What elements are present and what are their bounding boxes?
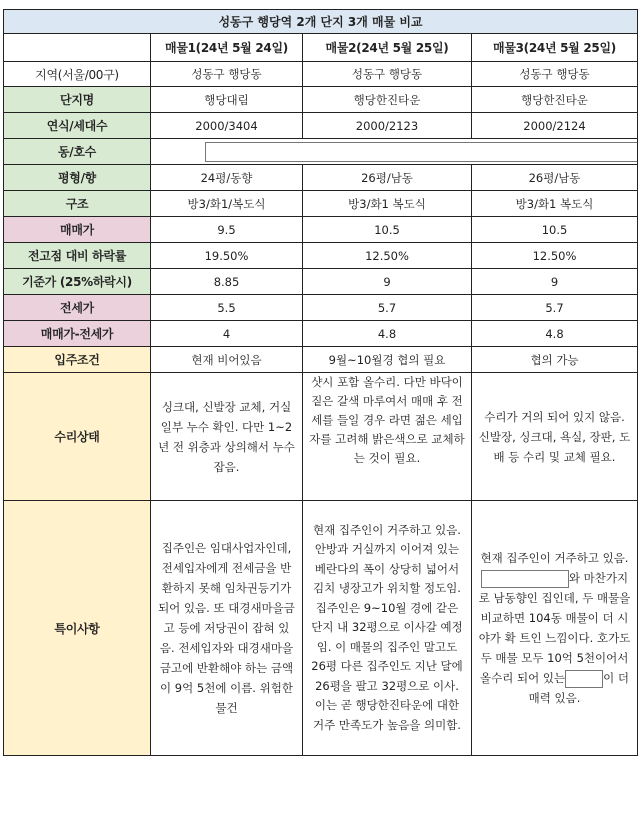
- cell-price-1: 9.5: [151, 217, 303, 243]
- row-label-structure: 구조: [4, 191, 151, 217]
- row-label-complex: 단지명: [4, 87, 151, 113]
- row-label-region: 지역(서울/00구): [4, 62, 151, 87]
- cell-move-in-3: 협의 가능: [472, 347, 638, 373]
- column-header-2: 매물2(24년 5월 25일): [303, 34, 472, 62]
- cell-complex-2: 행당한진타운: [303, 87, 472, 113]
- row-label-unit-no: 동/호수: [4, 139, 151, 165]
- cell-notes-3: [472, 501, 638, 756]
- cell-region-3: 성동구 행당동: [472, 62, 638, 87]
- cell-size-dir-1: 24평/동향: [151, 165, 303, 191]
- cell-notes-1: 집주인은 임대사업자인데, 전세입자에게 전세금을 반환하지 못해 임차권등기가 되어 있음. 또 대경새마을금고 등에 저당권이 잡혀 있음. 전세입자와 대경새마을금고에 반환해야 하는 금액이 9억 5천에 이름. 위험한 물건: [151, 501, 303, 756]
- cell-structure-3: 방3/화1 복도식: [472, 191, 638, 217]
- redaction-box: [481, 570, 569, 588]
- comparison-table: [3, 9, 638, 756]
- cell-notes-2: 현재 집주인이 거주하고 있음. 안방과 거실까지 이어져 있는 베란다의 폭이 상당히 넓어서 김치 냉장고가 위치할 정도임. 집주인은 9~10월 경에 같은 단지 내 32평으로 이사갈 예정임. 이 매물의 집주인 말고도 26평 다른 집주인도 지난 달에 26평을 팔고 32평으로 이사. 이는 곧 행당한진타운에 대한 거주 만족도가 높음을 의미함.: [303, 501, 472, 756]
- cell-price-3: 10.5: [472, 217, 638, 243]
- cell-unit-no-redacted: [151, 139, 638, 165]
- row-label-price: 매매가: [4, 217, 151, 243]
- redaction-box: [565, 670, 603, 688]
- row-label-size-dir: 평형/향: [4, 165, 151, 191]
- row-label-year-units: 연식/세대수: [4, 113, 151, 139]
- column-header-1: 매물1(24년 5월 24일): [151, 34, 303, 62]
- cell-move-in-1: 현재 비어있음: [151, 347, 303, 373]
- cell-move-in-2: 9월~10월경 협의 필요: [303, 347, 472, 373]
- cell-region-1: 성동구 행당동: [151, 62, 303, 87]
- notes-3-part-b: 와 마찬가지로 남동향인 집인데, 두 매물을 비교하면 104동 매물이 더 시야가 확 트인 느낌이다. 호가도 두 매물 모두 10억 5천이어서 올수리 되어 있는: [478, 571, 631, 685]
- row-label-move-in: 입주조건: [4, 347, 151, 373]
- cell-drop-2: 12.50%: [303, 243, 472, 269]
- cell-base-2: 9: [303, 269, 472, 295]
- cell-year-units-2: 2000/2123: [303, 113, 472, 139]
- cell-size-dir-3: 26평/남동: [472, 165, 638, 191]
- cell-jeonse-2: 5.7: [303, 295, 472, 321]
- cell-complex-3: 행당한진타운: [472, 87, 638, 113]
- cell-year-units-3: 2000/2124: [472, 113, 638, 139]
- cell-drop-1: 19.50%: [151, 243, 303, 269]
- cell-base-1: 8.85: [151, 269, 303, 295]
- cell-region-2: 성동구 행당동: [303, 62, 472, 87]
- cell-repair-3: 수리가 거의 되어 있지 않음. 신발장, 싱크대, 욕실, 장판, 도배 등 수리 및 교체 필요.: [472, 373, 638, 501]
- cell-price-2: 10.5: [303, 217, 472, 243]
- row-label-drop: 전고점 대비 하락률: [4, 243, 151, 269]
- row-label-jeonse: 전세가: [4, 295, 151, 321]
- row-label-repair: 수리상태: [4, 373, 151, 501]
- cell-complex-1: 행당대림: [151, 87, 303, 113]
- redaction-box: [205, 142, 638, 162]
- cell-jeonse-1: 5.5: [151, 295, 303, 321]
- notes-3-part-c: 이 더 매력 있음.: [528, 671, 629, 705]
- notes-3-part-a: 현재 집주인이 거주하고 있음.: [480, 551, 629, 565]
- column-header-3: 매물3(24년 5월 25일): [472, 34, 638, 62]
- cell-year-units-1: 2000/3404: [151, 113, 303, 139]
- cell-drop-3: 12.50%: [472, 243, 638, 269]
- cell-size-dir-2: 26평/남동: [303, 165, 472, 191]
- cell-gap-2: 4.8: [303, 321, 472, 347]
- cell-structure-1: 방3/화1/복도식: [151, 191, 303, 217]
- cell-gap-3: 4.8: [472, 321, 638, 347]
- cell-structure-2: 방3/화1 복도식: [303, 191, 472, 217]
- cell-jeonse-3: 5.7: [472, 295, 638, 321]
- row-label-notes: 특이사항: [4, 501, 151, 756]
- row-label-gap: 매매가-전세가: [4, 321, 151, 347]
- cell-repair-2: 샷시 포함 올수리. 다만 바닥이 짙은 갈색 마루여서 매매 후 전세를 들일 경우 라면 젊은 세입자를 고려해 밝은색으로 교체하는 것이 필요.: [303, 373, 472, 501]
- row-label-base: 기준가 (25%하락시): [4, 269, 151, 295]
- cell-gap-1: 4: [151, 321, 303, 347]
- cell-base-3: 9: [472, 269, 638, 295]
- sheet-title: 성동구 행당역 2개 단지 3개 매물 비교: [4, 10, 638, 34]
- comparison-sheet: [3, 9, 637, 756]
- cell-repair-1: 싱크대, 신발장 교체, 거실 일부 누수 확인. 다만 1~2년 전 위층과 상의해서 누수 잡음.: [151, 373, 303, 501]
- corner-cell: [4, 34, 151, 62]
